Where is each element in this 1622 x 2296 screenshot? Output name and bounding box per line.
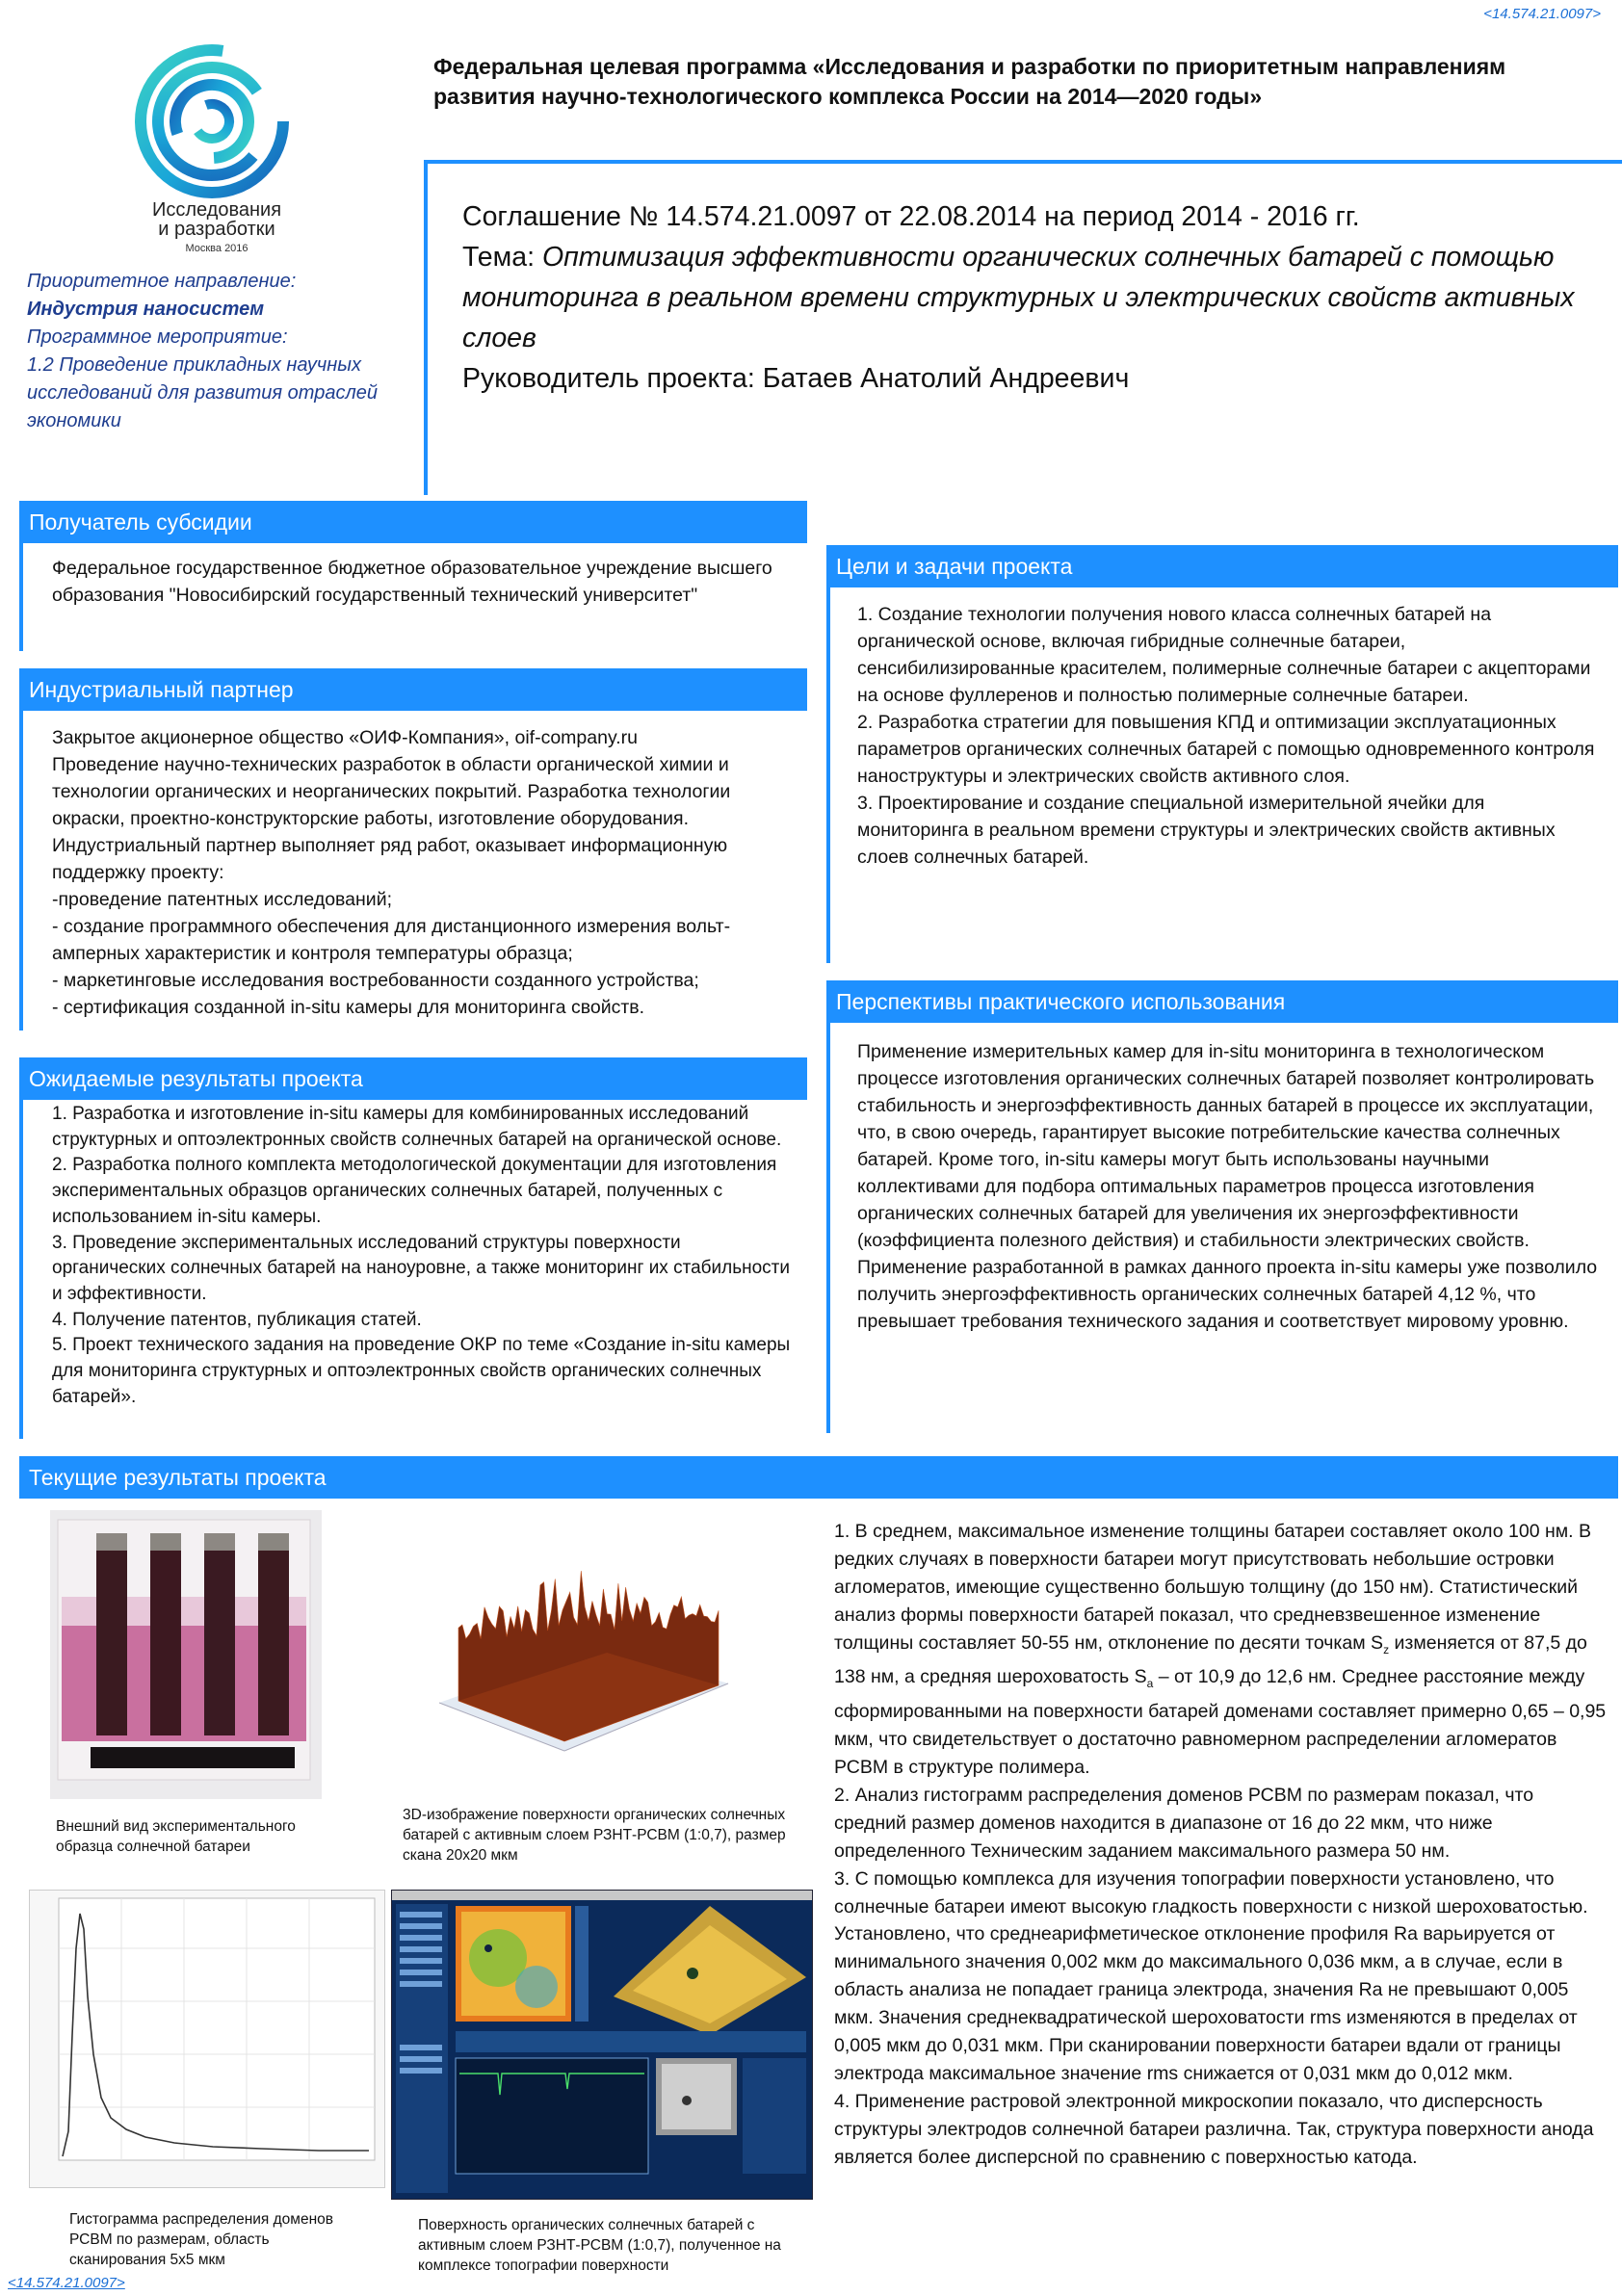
prospects-text: Применение измерительных камер для in-situ мониторинга в технологическом процессе изготовления органических солнечных батарей позволяет контролировать стабильность и энергоэффективность данных батарей в процессе их эксплуатации, что, в свою очередь, гарантирует высокие потребительские качества солнечных батарей. Кроме того, in-situ камеры могут быть использованы научными коллективами для подбора оптимальных параметров процесса изготовления органических солнечных батарей для увеличения их энергоэффективности (коэффициента полезного действия) и стабильности электрических свойств. Применение разработанной в рамках данного проекта in-situ камеры уже позволило получить энергоэффективность органических солнечных батарей 4,12 %, что превышает требования технического задания и соответствует мировому уровню. xyxy=(857,1041,1598,1332)
partner-line-2: Индустриальный партнер выполняет ряд работ, оказывает информационную поддержку проекту: xyxy=(52,835,728,883)
goals-header: Цели и задачи проекта xyxy=(826,545,1618,587)
histogram-image xyxy=(30,1891,384,2187)
partner-line-3: -проведение патентных исследований; xyxy=(52,889,392,910)
logo-year: Москва 2016 xyxy=(185,243,249,254)
current-p1c: – от 10,9 до 12,6 нм. Среднее расстояние между сформированными на поверхности батарей доменами составляет примерно 0,65 – 0,95 мкм, что свидетельствует о достаточно равномерном распределении агломератов РСВМ в структуре полимера. xyxy=(834,1666,1607,1779)
software-caption: Поверхность органических солнечных батарей с активным слоем РЗНТ-РСВМ (1:0,7), полученное на комплексе топографии поверхности xyxy=(418,2217,781,2274)
current-p1a: 1. В среднем, максимальное изменение толщины батареи составляет около 100 нм. В редких случаях в поверхности батареи могут присутствовать небольшие островки агломератов, имеющие существенно большую толщину (до 150 нм). Статистический анализ формы поверхности батарей показал, что средневзвешенное изменение толщины составляет 50-55 нм, отклонение по десяти точкам S xyxy=(834,1521,1591,1654)
measure-label: Программное мероприятие: xyxy=(27,326,288,348)
photo-caption: Внешний вид экспериментального образца солнечной батареи xyxy=(56,1818,296,1855)
agreement-line: Соглашение № 14.574.21.0097 от 22.08.2014 на период 2014 - 2016 гг. xyxy=(462,201,1360,232)
goals-line-1: 2. Разработка стратегии для повышения КПД и оптимизации эксплуатационных параметров органических солнечных батарей с помощью одновременного контроля наноструктуры и электрических свойств активного слоя. xyxy=(857,712,1595,787)
prospects-box xyxy=(826,1023,1618,1433)
histogram-caption: Гистограмма распределения доменов РСВМ по размерам, область сканирования 5х5 мкм xyxy=(69,2211,333,2268)
partner-line-0: Закрытое акционерное общество «ОИФ-Компания», oif-company.ru xyxy=(52,727,639,748)
expected-line-0: 1. Разработка и изготовление in-situ камеры для комбинированных исследований структурных и оптоэлектронных свойств солнечных батарей на органической основе. xyxy=(52,1104,782,1150)
partner-box xyxy=(19,711,807,1031)
header-vertical-line xyxy=(424,162,428,495)
current-p1b: изменяется от 87,5 до 138 нм, а средняя шероховатость S xyxy=(834,1631,1587,1688)
expected-line-3: 4. Получение патентов, публикация статей. xyxy=(52,1309,422,1330)
software-screenshot xyxy=(391,1890,813,2200)
expected-line-2: 3. Проведение экспериментальных исследований структуры поверхности органических солнечных батарей на наноуровне, а также мониторинг их стабильности и эффективности. xyxy=(52,1232,790,1304)
partner-line-5: - маркетинговые исследования востребованности созданного устройства; xyxy=(52,970,699,991)
current-text xyxy=(834,1518,1610,2172)
topic-text: Оптимизация эффективности органических солнечных батарей с помощью мониторинга в реальном времени структурных и электрических свойств активных слоев xyxy=(462,242,1575,353)
current-p2: 2. Анализ гистограмм распределения доменов РСВМ по размерам показал, что средний размер доменов находится в диапазоне от 16 до 22 мкм, что ниже определенного Техническим заданием максимального размера 50 нм. xyxy=(834,1784,1534,1862)
partner-text xyxy=(52,724,798,1021)
partner-header: Индустриальный партнер xyxy=(19,668,807,711)
current-header: Текущие результаты проекта xyxy=(19,1456,1618,1499)
agreement-leader: Руководитель проекта: Батаев Анатолий Андреевич xyxy=(462,363,1130,394)
current-p4: 4. Применение растровой электронной микроскопии показало, что дисперсность структуры электродов солнечной батареи различна. Так, структура поверхности анода является более дисперсной по сравнению с поверхностью катода. xyxy=(834,2090,1594,2168)
logo-line1: Исследования xyxy=(151,199,282,221)
expected-header: Ожидаемые результаты проекта xyxy=(19,1057,807,1100)
surface3d-caption: 3D-изображение поверхности органических солнечных батарей с активным слоем РЗНТ-РСВМ (1:0,7), размер скана 20х20 мкм xyxy=(403,1807,786,1864)
header-divider xyxy=(424,160,1622,164)
logo-text xyxy=(125,200,308,239)
goals-line-0: 1. Создание технологии получения нового класса солнечных батарей на органической основе, включая гибридные солнечные батареи, сенсибилизированные красителем, полимерные солнечные батареи с акцепторами на основе фуллеренов и полностью полимерные солнечные батареи. xyxy=(857,604,1591,706)
partner-line-1: Проведение научно-технических разработок в области органической химии и технологии органических и неорганических покрытий. Разработка технологии окраски, проектно-конструкторские работы, изготовление оборудования. xyxy=(52,754,731,829)
program-title: Федеральная целевая программа «Исследования и разработки по приоритетным направлениям развития научно-технологического комплекса России на 2014—2020 годы» xyxy=(433,54,1506,109)
recipient-text: Федеральное государственное бюджетное образовательное учреждение высшего образования "Новосибирский государственный технический университет" xyxy=(52,558,772,606)
priority-block xyxy=(27,268,422,435)
surface-3d-image xyxy=(401,1510,790,1799)
agreement-topic xyxy=(462,237,1609,358)
topic-label: Тема: xyxy=(462,242,542,273)
partner-line-4: - создание программного обеспечения для дистанционного измерения вольт-амперных характеристик и контроля температуры образца; xyxy=(52,916,731,964)
measure-value: 1.2 Проведение прикладных научных исследований для развития отраслей экономики xyxy=(27,354,379,431)
priority-value xyxy=(27,296,422,324)
bottom-reference[interactable]: <14.574.21.0097> xyxy=(8,2275,125,2291)
goals-text xyxy=(857,601,1601,871)
current-p1 xyxy=(834,1518,1610,1782)
expected-text xyxy=(52,1102,798,1410)
goals-line-2: 3. Проектирование и создание специальной измерительной ячейки для мониторинга в реальном времени структуры и электрических свойств активных слоев солнечных батарей. xyxy=(857,793,1556,868)
expected-line-4: 5. Проект технического задания на проведение ОКР по теме «Создание in-situ камеры для мониторинга структурных и оптоэлектронных свойств органических солнечных батарей». xyxy=(52,1335,791,1407)
priority-value-text: Индустрия наносистем xyxy=(27,299,265,320)
solar-cell-photo xyxy=(50,1510,322,1799)
sz-subscript: z xyxy=(1383,1642,1390,1657)
current-p3: 3. С помощью комплекса для изучения топографии поверхности установлено, что солнечные батареи имеют высокую гладкость поверхности с низкой шероховатостью. Установлено, что среднеарифметическое отклонение профиля Ra варьируется от минимального значения 0,002 мкм до максимального 0,036 мкм, а в случае, если в область анализа не попадает граница электрода, значения Ra не превышают 0,005 мкм. Значения среднеквадратической шероховатости rms изменяются в пределах от 0,005 мкм до 0,031 мкм. При сканировании поверхности батареи вдали от границы электрода максимальное значение rms снижается от 0,031 мкм до 0,012 мкм. xyxy=(834,1867,1588,2084)
goals-box xyxy=(826,587,1618,963)
top-reference: <14.574.21.0097> xyxy=(1483,6,1601,22)
surface-3d-plot xyxy=(401,1510,790,1799)
agreement-block xyxy=(462,196,1609,399)
prospects-header: Перспективы практического использования xyxy=(826,980,1618,1023)
logo-line2: и разработки xyxy=(158,219,275,240)
expected-line-1: 2. Разработка полного комплекта методологической документации для изготовления экспериментальных образцов органических солнечных батарей, полученных с использованием in-situ камеры. xyxy=(52,1155,777,1227)
recipient-box xyxy=(19,543,807,651)
solar-cell-image xyxy=(50,1510,322,1799)
software-image xyxy=(392,1891,812,2199)
recipient-header: Получатель субсидии xyxy=(19,501,807,543)
priority-label: Приоритетное направление: xyxy=(27,271,297,292)
partner-line-6: - сертификация созданной in-situ камеры для мониторинга свойств. xyxy=(52,997,645,1018)
sa-subscript: a xyxy=(1146,1677,1154,1691)
expected-box xyxy=(19,1100,807,1439)
histogram-plot xyxy=(29,1890,385,2188)
